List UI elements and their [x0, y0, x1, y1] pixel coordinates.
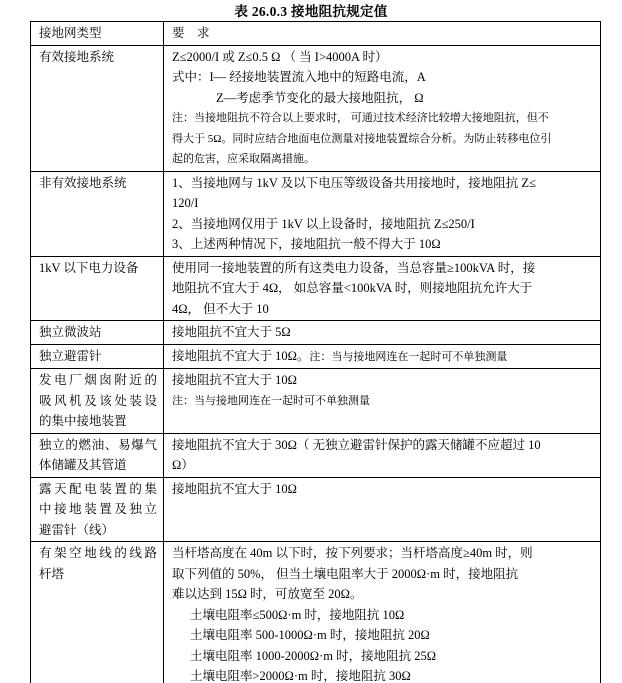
table-row	[31, 369, 601, 434]
table-title: 表 26.0.3 接地阻抗规定值	[234, 4, 388, 19]
type-cell	[31, 171, 164, 256]
req-line: Z≤2000/I 或 Z≤0.5 Ω （ 当 I>4000A 时）	[172, 49, 388, 64]
req-cell	[164, 344, 601, 369]
note-line: 得大于 5Ω。同时应结合地面电位测量对接地装置综合分析。为防止转移电位引	[172, 132, 552, 145]
type-line: 中接地装置及独立	[39, 502, 157, 516]
type-cell	[31, 542, 164, 683]
type-line: 露天配电装置的集	[39, 481, 157, 496]
table-row	[31, 256, 601, 321]
req-line: 式中：I— 经接地装置流入地中的短路电流，A	[172, 70, 426, 84]
req-line: Ω）	[172, 458, 194, 472]
req-cell	[164, 45, 601, 171]
req-line: 接地阻抗不宜大于 10Ω	[172, 481, 297, 496]
table-row	[31, 542, 601, 683]
type-line: 1kV 以下电力设备	[39, 260, 139, 275]
req-line: Z—考虑季节变化的最大接地阻抗， Ω	[216, 90, 424, 105]
req-line: 接地阻抗不宜大于 30Ω（ 无独立避雷针保护的露天储罐不应超过 10	[172, 437, 541, 452]
type-line: 独立微波站	[39, 325, 102, 339]
req-cell	[164, 433, 601, 477]
note-line: 注：当与接地网连在一起时可不单独测量	[172, 394, 370, 407]
req-line: 当杆塔高度在 40m 以下时，按下列要求；当杆塔高度≥40m 时，则	[172, 546, 533, 560]
req-cell	[164, 542, 601, 683]
req-line: 土壤电阻率 1000-2000Ω·m 时，接地阻抗 25Ω	[190, 648, 437, 663]
type-cell	[31, 344, 164, 369]
type-line: 非有效接地系统	[39, 175, 127, 190]
table-row	[31, 344, 601, 369]
type-line: 的集中接地装置	[39, 414, 127, 428]
note-text: 注：当与接地网连在一起时可不单独测量	[309, 350, 508, 363]
req-line: 2、当接地网仅用于 1kV 以上设备时，接地阻抗 Z≤250/I	[172, 216, 475, 231]
header-type-cell	[31, 22, 164, 46]
type-cell	[31, 477, 164, 542]
type-cell	[31, 433, 164, 477]
note-line: 起的危害，应采取隔离措施。	[172, 153, 315, 165]
req-cell	[164, 369, 601, 434]
req-line: 难以达到 15Ω 时，可放宽至 20Ω。	[172, 587, 363, 601]
req-line: 土壤电阻率>2000Ω·m 时，接地阻抗 30Ω	[190, 669, 411, 683]
req-line: 1、当接地网与 1kV 及以下电压等级设备共用接地时，接地阻抗 Z≤	[172, 175, 536, 190]
type-line: 有架空地线的线路	[39, 546, 157, 560]
table-header-row	[31, 22, 601, 46]
req-cell	[164, 256, 601, 321]
table-row	[31, 321, 601, 345]
type-line: 吸风机及该处装设	[39, 393, 157, 408]
type-line: 发电厂烟囱附近的	[39, 373, 157, 387]
req-cell	[164, 171, 601, 256]
header-req-cell	[164, 22, 601, 46]
type-line: 独立的燃油、易爆气	[39, 437, 157, 452]
req-line: 土壤电阻率 500-1000Ω·m 时，接地阻抗 20Ω	[190, 628, 430, 642]
req-line: 使用同一接地装置的所有这类电力设备，当总容量≥100kVA 时，接	[172, 260, 536, 275]
req-line: 接地阻抗不宜大于 10Ω	[172, 373, 297, 387]
type-cell	[31, 45, 164, 171]
type-line: 体储罐及其管道	[39, 458, 127, 472]
req-line: 4Ω， 但不大于 10	[172, 301, 269, 316]
req-line: 3、上述两种情况下，接地阻抗一般不得大于 10Ω	[172, 237, 441, 251]
req-line: 120/I	[172, 196, 199, 210]
type-cell	[31, 369, 164, 434]
type-line: 独立避雷针	[39, 348, 102, 363]
req-cell	[164, 321, 601, 345]
req-line: 接地阻抗不宜大于 5Ω	[172, 325, 291, 339]
req-line: 取下列值的 50%， 但当土壤电阻率大于 2000Ω·m 时，接地阻抗	[172, 566, 519, 581]
grounding-impedance-table	[30, 21, 601, 683]
req-cell	[164, 477, 601, 542]
type-cell	[31, 256, 164, 321]
req-line: 地阻抗不宜大于 4Ω， 如总容量<100kVA 时，则接地阻抗允许大于	[172, 281, 533, 295]
type-line: 杆塔	[39, 566, 65, 581]
table-row	[31, 433, 601, 477]
req-line: 土壤电阻率≤500Ω·m 时，接地阻抗 10Ω	[190, 607, 405, 622]
req-text: 接地阻抗不宜大于 10Ω。	[172, 348, 310, 363]
header-type-label: 接地网类型	[39, 26, 102, 40]
type-cell	[31, 321, 164, 345]
header-req-label: 要 求	[172, 26, 210, 40]
type-line: 避雷针（线）	[39, 522, 115, 537]
type-line: 有效接地系统	[39, 49, 115, 64]
table-row	[31, 477, 601, 542]
table-row	[31, 171, 601, 256]
req-line	[172, 346, 594, 368]
table-row	[31, 45, 601, 171]
note-line: 注：当接地阻抗不符合以上要求时， 可通过技术经济比较增大接地阻抗，但不	[172, 112, 549, 124]
